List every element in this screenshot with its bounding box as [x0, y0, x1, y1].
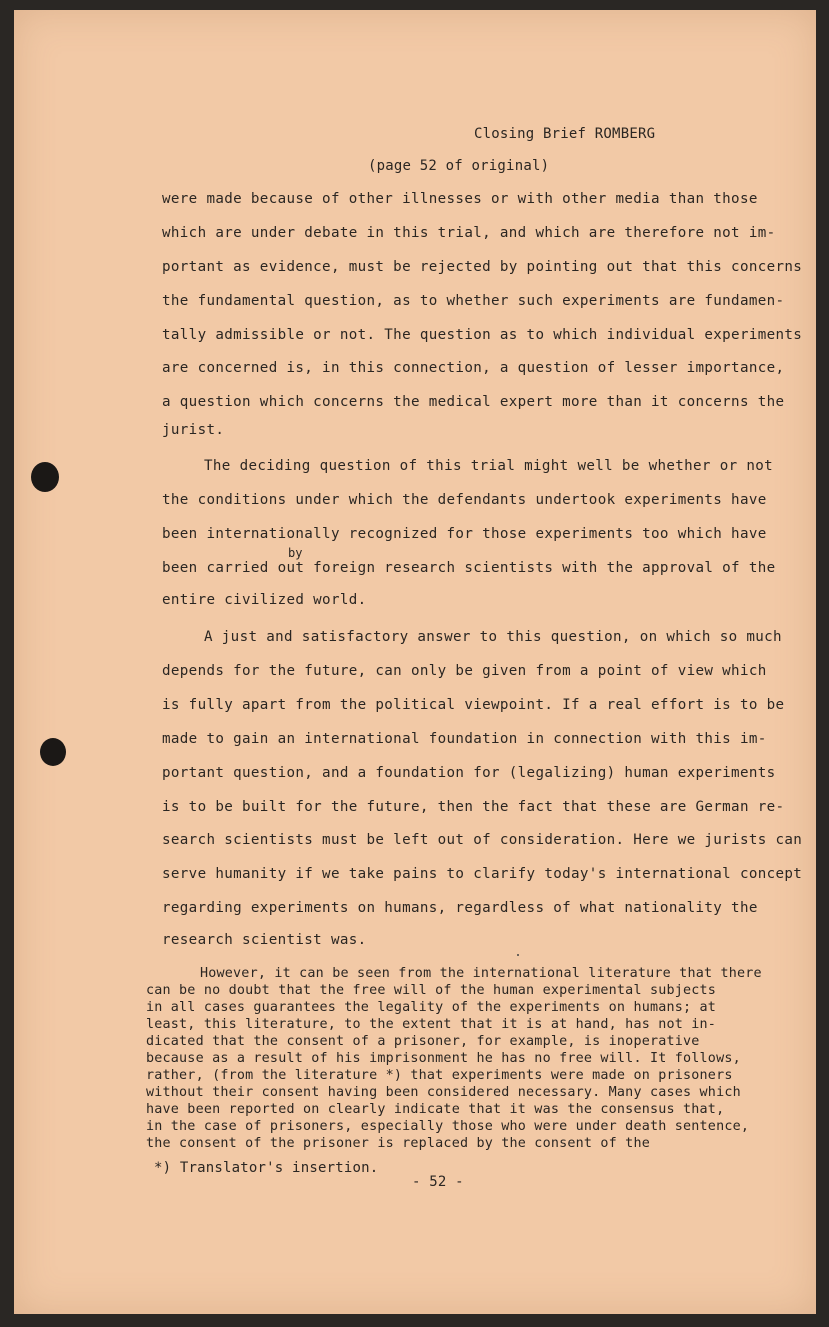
text-line: entire civilized world. [162, 592, 367, 608]
handwritten-insertion: by [288, 546, 303, 560]
text-line: regarding experiments on humans, regardless of what nationality the [162, 900, 758, 916]
text-line: a question which concerns the medical expert more than it concerns the [162, 394, 785, 410]
text-line: dicated that the consent of a prisoner, for example, is inoperative [146, 1034, 700, 1049]
text-line: in all cases guarantees the legality of the experiments on humans; at [146, 1000, 717, 1015]
ink-speck [517, 954, 519, 956]
text-line: were made because of other illnesses or with other media than those [162, 191, 758, 207]
text-line: portant question, and a foundation for (legalizing) human experiments [162, 765, 776, 781]
text-line: jurist. [162, 422, 225, 438]
text-line: However, it can be seen from the international literature that there [200, 966, 762, 981]
text-line: least, this literature, to the extent that it is at hand, has not in- [146, 1017, 717, 1032]
text-line: the consent of the prisoner is replaced by the consent of the [146, 1136, 650, 1151]
text-line: search scientists must be left out of consideration. Here we jurists can [162, 832, 803, 848]
text-line: without their consent having been considered necessary. Many cases which [146, 1085, 741, 1100]
text-line: been internationally recognized for those experiments too which have [162, 526, 767, 542]
text-line: portant as evidence, must be rejected by pointing out that this concerns [162, 259, 803, 275]
text-line: the fundamental question, as to whether such experiments are fundamen- [162, 293, 785, 309]
footnote: *) Translator's insertion. [154, 1160, 379, 1176]
text-line: rather, (from the literature *) that experiments were made on prisoners [146, 1068, 733, 1083]
text-line: been carried out foreign research scientists with the approval of the [162, 560, 776, 576]
text-line: tally admissible or not. The question as to which individual experiments [162, 327, 803, 343]
page-number: - 52 - [412, 1174, 464, 1190]
text-line: the conditions under which the defendants undertook experiments have [162, 492, 767, 508]
text-line: in the case of prisoners, especially those who were under death sentence, [146, 1119, 750, 1134]
punch-hole-top [31, 462, 59, 492]
text-line: depends for the future, can only be given from a point of view which [162, 663, 767, 679]
document-page [14, 10, 816, 1314]
text-line: because as a result of his imprisonment he has no free will. It follows, [146, 1051, 741, 1066]
text-line: have been reported on clearly indicate that it was the consensus that, [146, 1102, 725, 1117]
text-line: is fully apart from the political viewpoint. If a real effort is to be [162, 697, 785, 713]
page-reference: (page 52 of original) [368, 158, 550, 174]
document-header-title: Closing Brief ROMBERG [474, 126, 656, 142]
text-line: which are under debate in this trial, and which are therefore not im- [162, 225, 776, 241]
text-line: The deciding question of this trial might well be whether or not [204, 458, 774, 474]
text-line: serve humanity if we take pains to clarify today's international concept [162, 866, 803, 882]
punch-hole-bottom [40, 738, 66, 766]
text-line: research scientist was. [162, 932, 367, 948]
text-line: is to be built for the future, then the fact that these are German re- [162, 799, 785, 815]
text-line: can be no doubt that the free will of the human experimental subjects [146, 983, 717, 998]
text-line: A just and satisfactory answer to this question, on which so much [204, 629, 782, 645]
text-line: are concerned is, in this connection, a question of lesser importance, [162, 360, 785, 376]
text-line: made to gain an international foundation in connection with this im- [162, 731, 767, 747]
